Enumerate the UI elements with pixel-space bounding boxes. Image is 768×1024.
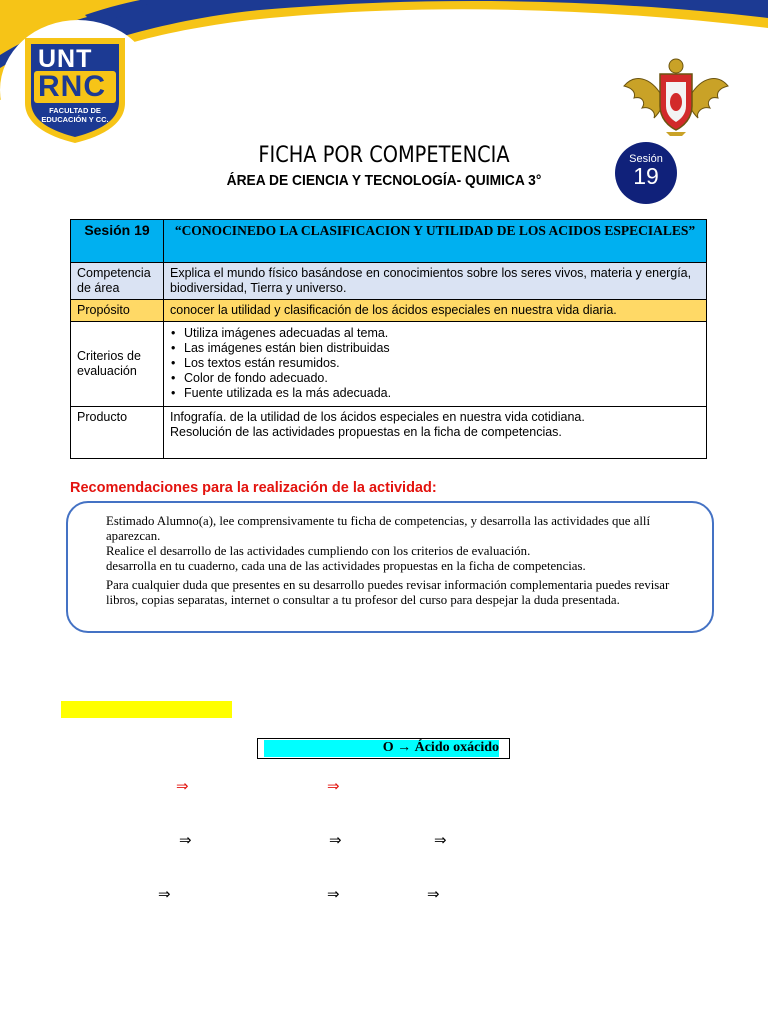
- competencia-label: Competencia de área: [71, 263, 164, 300]
- logo-text-education: EDUCACIÓN Y CC.: [41, 115, 109, 124]
- recommendations-heading: Recomendaciones para la realización de la actividad:: [70, 480, 437, 496]
- list-item: • Los textos están resumidos.: [182, 356, 700, 371]
- criterios-row: [71, 322, 707, 407]
- arrow-icon: ⇒: [327, 777, 340, 795]
- logo-text-faculty: FACULTAD DE: [49, 106, 101, 115]
- list-item: • Las imágenes están bien distribuidas: [182, 341, 700, 356]
- recommendation-paragraph-1: Estimado Alumno(a), lee comprensivamente tu ficha de competencias, y desarrolla las actividades que allí aparezcan.: [106, 514, 651, 543]
- proposito-label: Propósito: [71, 300, 164, 322]
- university-crest-logo: [622, 56, 730, 136]
- producto-row: [71, 407, 707, 459]
- logo-text-unt: UNT: [38, 45, 93, 73]
- producto-line-2: Resolución de las actividades propuestas en la ficha de competencias.: [170, 425, 562, 439]
- session-badge: [615, 142, 677, 204]
- proposito-text: conocer la utilidad y clasificación de los ácidos especiales en nuestra vida diaria.: [164, 300, 707, 322]
- producto-line-1: Infografía. de la utilidad de los ácidos especiales en nuestra vida cotidiana.: [170, 410, 585, 424]
- arrow-icon: ⇒: [158, 885, 171, 903]
- recommendation-paragraph-3: desarrolla en tu cuaderno, cada una de las actividades propuestas en la ficha de competencias.: [106, 559, 586, 573]
- list-item: • Utiliza imágenes adecuadas al tema.: [182, 326, 700, 341]
- page-title: FICHA POR COMPETENCIA: [258, 143, 510, 168]
- page-subtitle: ÁREA DE CIENCIA Y TECNOLOGÍA- QUIMICA 3°: [226, 172, 542, 189]
- logo-text-rnc: RNC: [38, 70, 106, 103]
- table-header-row: [71, 220, 707, 263]
- arrow-icon: ⇒: [434, 831, 447, 849]
- recommendation-paragraph-4: Para cualquier duda que presentes en su desarrollo puedes revisar información complementaria puedes revisar libros, copias separatas, internet o consultar a tu profesor del curso para despejar la duda presentada.: [106, 578, 670, 607]
- list-item: • Color de fondo adecuado.: [182, 371, 700, 386]
- producto-text-cell: [164, 407, 707, 459]
- session-badge-label: Sesión: [629, 153, 663, 165]
- session-label-cell: Sesión 19: [71, 220, 164, 263]
- formula-text: O → Ácido oxácido: [382, 740, 499, 755]
- criterios-list-cell: [164, 322, 707, 407]
- yellow-highlight-bar: [61, 701, 232, 718]
- competency-table: [70, 219, 707, 459]
- criterios-list: [170, 326, 700, 401]
- arrow-icon: ⇒: [427, 885, 440, 903]
- arrow-icon: ⇒: [176, 777, 189, 795]
- recommendation-paragraph-2: Realice el desarrollo de las actividades cumpliendo con los criterios de evaluación.: [106, 544, 531, 558]
- competencia-text: Explica el mundo físico basándose en conocimientos sobre los seres vivos, materia y energía, biodiversidad, Tierra y universo.: [164, 263, 707, 300]
- competencia-row: [71, 263, 707, 300]
- arrow-icon: ⇒: [327, 885, 340, 903]
- criterios-label: Criterios de evaluación: [71, 322, 164, 407]
- proposito-row: [71, 300, 707, 322]
- session-title-cell: “CONOCINEDO LA CLASIFICACION Y UTILIDAD DE LOS ACIDOS ESPECIALES”: [164, 220, 707, 263]
- producto-label: Producto: [71, 407, 164, 459]
- recommendations-text: [106, 514, 696, 608]
- session-badge-number: 19: [633, 163, 659, 189]
- arrow-icon: ⇒: [179, 831, 192, 849]
- untrnc-logo: [20, 33, 130, 145]
- arrow-icon: ⇒: [329, 831, 342, 849]
- list-item: • Fuente utilizada es la más adecuada.: [182, 386, 700, 401]
